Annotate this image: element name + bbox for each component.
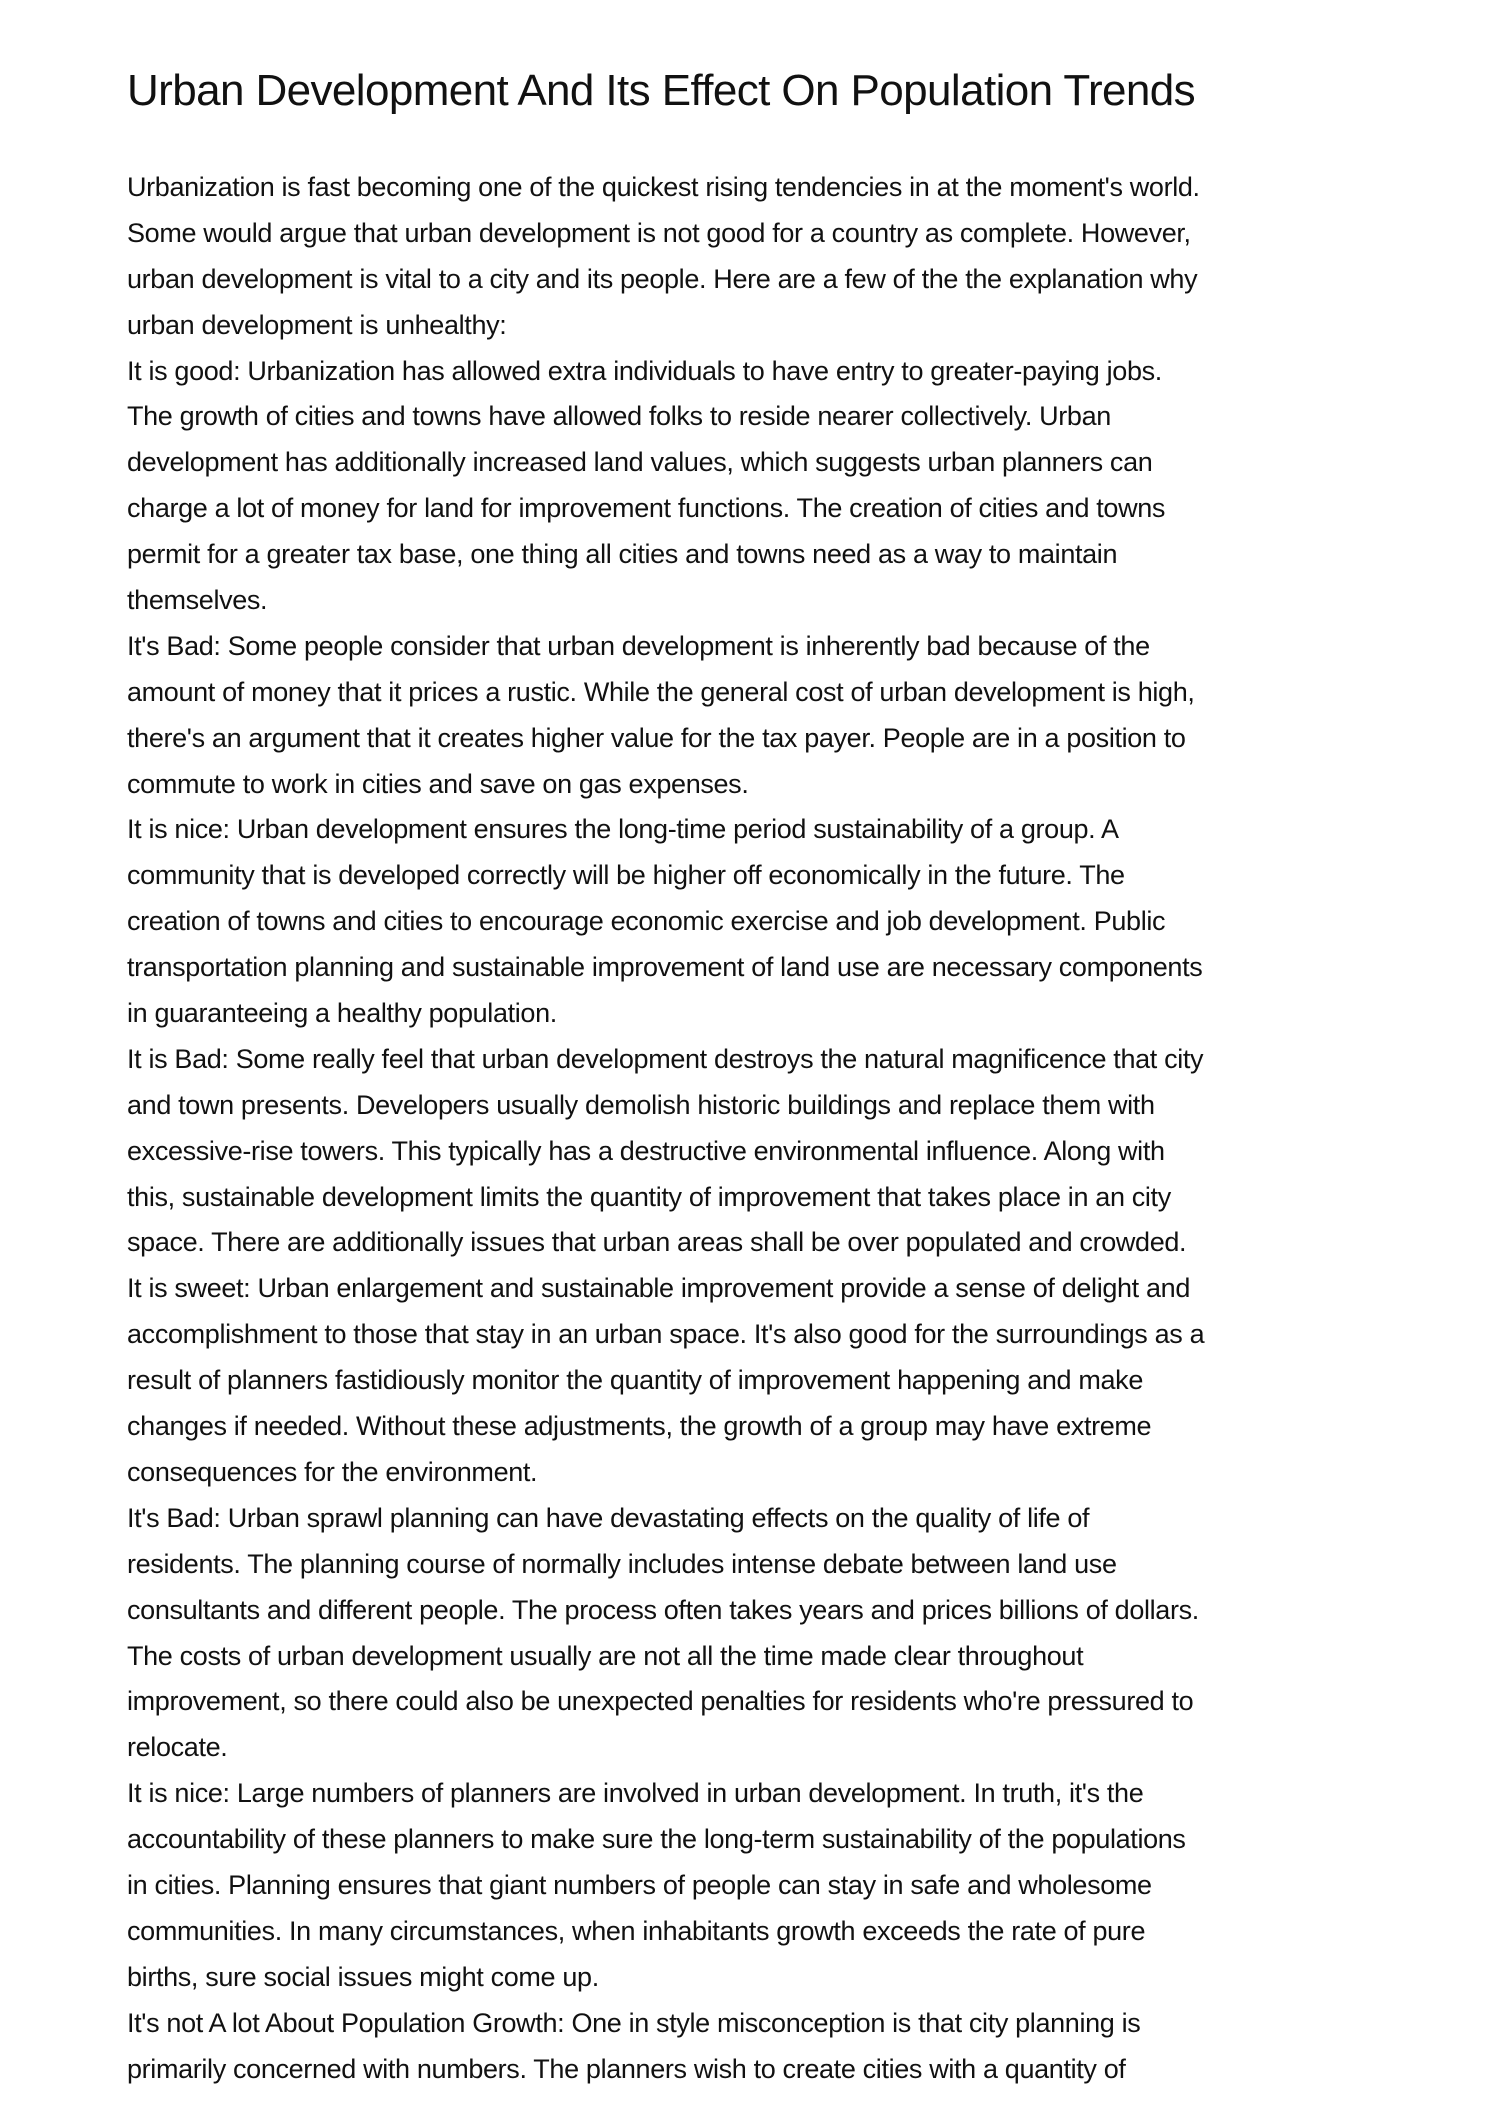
- text-line: primarily concerned with numbers. The planners wish to create cities with a quantity of: [127, 2053, 1126, 2084]
- text-line: Urbanization is fast becoming one of the quickest rising tendencies in at the moment's world.: [127, 172, 1200, 202]
- text-line: accomplishment to those that stay in an urban space. It's also good for the surroundings as a: [127, 1319, 1205, 1350]
- text-line: consultants and different people. The process often takes years and prices billions of dollars.: [127, 1594, 1199, 1625]
- text-line: relocate.: [127, 1732, 228, 1763]
- text-line: It's Bad: Urban sprawl planning can have devastating effects on the quality of life of: [127, 1502, 1090, 1533]
- text-line: It is nice: Urban development ensures the long-time period sustainability of a group. A: [127, 814, 1119, 845]
- text-line: It is nice: Large numbers of planners are involved in urban development. In truth, it's the: [127, 1778, 1144, 1809]
- text-line: It is sweet: Urban enlargement and sustainable improvement provide a sense of delight and: [127, 1273, 1190, 1304]
- text-line: The growth of cities and towns have allowed folks to reside nearer collectively. Urban: [127, 401, 1111, 432]
- text-line: accountability of these planners to make sure the long-term sustainability of the populations: [127, 1824, 1186, 1855]
- text-line: urban development is vital to a city and its people. Here are a few of the the explanation why: [127, 263, 1198, 294]
- text-line: consequences for the environment.: [127, 1456, 538, 1487]
- text-line: changes if needed. Without these adjustments, the growth of a group may have extreme: [127, 1411, 1152, 1442]
- text-line: commute to work in cities and save on gas expenses.: [127, 768, 749, 799]
- text-line: Some would argue that urban development is not good for a country as complete. However,: [127, 217, 1191, 248]
- text-line: permit for a greater tax base, one thing all cities and towns need as a way to maintain: [127, 539, 1118, 570]
- text-line: excessive-rise towers. This typically has a destructive environmental influence. Along with: [127, 1135, 1165, 1166]
- text-line: in cities. Planning ensures that giant numbers of people can stay in safe and wholesome: [127, 1869, 1152, 1900]
- text-line: amount of money that it prices a rustic. While the general cost of urban development is high,: [127, 676, 1195, 707]
- text-line: residents. The planning course of normally includes intense debate between land use: [127, 1548, 1117, 1579]
- text-line: The costs of urban development usually are not all the time made clear throughout: [127, 1640, 1084, 1671]
- text-line: It's Bad: Some people consider that urban development is inherently bad because of the: [127, 630, 1150, 661]
- text-line: charge a lot of money for land for improvement functions. The creation of cities and towns: [127, 493, 1166, 524]
- text-line: in guaranteeing a healthy population.: [127, 998, 557, 1029]
- text-line: urban development is unhealthy:: [127, 309, 507, 340]
- text-line: this, sustainable development limits the quantity of improvement that takes place in an city: [127, 1181, 1171, 1212]
- text-line: community that is developed correctly will be higher off economically in the future. The: [127, 860, 1125, 891]
- text-line: space. There are additionally issues that urban areas shall be over populated and crowded.: [127, 1227, 1187, 1258]
- text-line: improvement, so there could also be unexpected penalties for residents who're pressured to: [127, 1686, 1194, 1717]
- text-line: It is good: Urbanization has allowed extra individuals to have entry to greater-paying jobs.: [127, 355, 1162, 386]
- text-line: there's an argument that it creates higher value for the tax payer. People are in a position to: [127, 722, 1186, 753]
- text-line: births, sure social issues might come up.: [127, 1961, 599, 1992]
- article-body: [127, 165, 1407, 2092]
- text-line: development has additionally increased land values, which suggests urban planners can: [127, 447, 1153, 478]
- text-line: creation of towns and cities to encourage economic exercise and job development. Public: [127, 906, 1166, 937]
- text-line: result of planners fastidiously monitor the quantity of improvement happening and make: [127, 1365, 1143, 1396]
- text-line: communities. In many circumstances, when inhabitants growth exceeds the rate of pure: [127, 1915, 1146, 1946]
- text-line: and town presents. Developers usually demolish historic buildings and replace them with: [127, 1089, 1155, 1120]
- page-title: Urban Development And Its Effect On Population Trends: [127, 66, 1196, 115]
- text-line: transportation planning and sustainable improvement of land use are necessary components: [127, 952, 1203, 983]
- text-line: themselves.: [127, 585, 268, 616]
- text-line: It's not A lot About Population Growth: One in style misconception is that city planning is: [127, 2007, 1141, 2038]
- text-line: It is Bad: Some really feel that urban development destroys the natural magnificence that city: [127, 1043, 1204, 1074]
